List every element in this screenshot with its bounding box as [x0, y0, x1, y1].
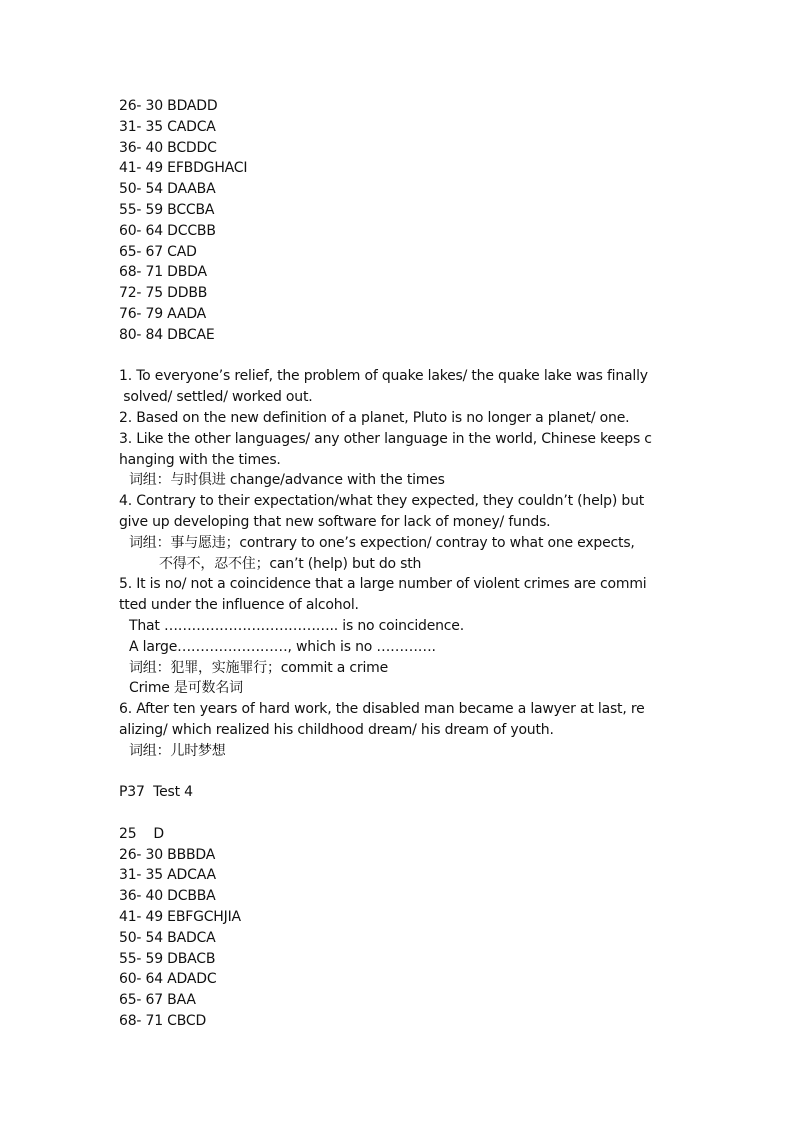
phrase-note: 词组：与时俱进 change/advance with the times: [129, 472, 445, 489]
answer-line: 26- 30 BDADD: [119, 98, 218, 114]
answer-line: 65- 67 CAD: [119, 243, 197, 260]
translation-section: [119, 366, 675, 761]
sentence-pattern: A large……………………, which is no ………….: [129, 638, 436, 655]
answer-line: 65- 67 BAA: [119, 992, 196, 1009]
translation-line: 2. Based on the new definition of a planet, Pluto is no longer a planet/ one.: [119, 409, 630, 426]
answer-line: 55- 59 BCCBA: [119, 201, 215, 218]
spacer: [119, 762, 675, 783]
test-heading: P37 Test 4: [119, 784, 193, 801]
phrase-note-continued: 不得不，忍不住；can’t (help) but do sth: [159, 555, 422, 572]
translation-line: 6. After ten years of hard work, the disabled man became a lawyer at last, re: [119, 701, 645, 718]
document-page: [119, 96, 675, 1032]
answer-line: 25 D: [119, 825, 164, 842]
spacer: [119, 803, 675, 824]
answer-line: 55- 59 DBACB: [119, 950, 216, 967]
sentence-pattern: That ……………………………….. is no coincidence.: [129, 617, 464, 634]
translation-line: 4. Contrary to their expectation/what they expected, they couldn’t (help) but: [119, 493, 645, 510]
grammar-note: Crime 是可数名词: [129, 680, 243, 697]
spacer: [119, 346, 675, 367]
translation-line: solved/ settled/ worked out.: [119, 389, 313, 406]
answer-line: 26- 30 BBBDA: [119, 846, 216, 863]
answer-line: 50- 54 BADCA: [119, 929, 216, 946]
answer-line: 50- 54 DAABA: [119, 181, 216, 198]
translation-line: 3. Like the other languages/ any other language in the world, Chinese keeps c: [119, 430, 652, 447]
phrase-note: 词组：儿时梦想: [129, 742, 226, 759]
translation-line: tted under the influence of alcohol.: [119, 597, 359, 614]
answer-line: 68- 71 DBDA: [119, 264, 207, 281]
answer-line: 31- 35 ADCAA: [119, 867, 216, 884]
translation-line: 5. It is no/ not a coincidence that a large number of violent crimes are commi: [119, 576, 647, 593]
answer-line: 80- 84 DBCAE: [119, 326, 215, 343]
answer-line: 72- 75 DDBB: [119, 285, 208, 302]
answer-key-section-1: [119, 96, 675, 346]
answer-line: 60- 64 DCCBB: [119, 222, 216, 239]
translation-line: hanging with the times.: [119, 451, 281, 468]
answer-line: 68- 71 CBCD: [119, 1013, 207, 1030]
translation-line: give up developing that new software for lack of money/ funds.: [119, 513, 551, 530]
phrase-note: 词组：犯罪，实施罪行；commit a crime: [129, 659, 388, 676]
answer-line: 41- 49 EFBDGHACI: [119, 160, 248, 177]
translation-line: alizing/ which realized his childhood dream/ his dream of youth.: [119, 721, 554, 738]
answer-line: 41- 49 EBFGCHJIA: [119, 909, 241, 926]
answer-line: 36- 40 DCBBA: [119, 888, 216, 905]
answer-line: 36- 40 BCDDC: [119, 139, 217, 156]
phrase-note: 词组：事与愿违；contrary to one’s expection/ contray to what one expects,: [129, 534, 635, 551]
answer-line: 60- 64 ADADC: [119, 971, 217, 988]
answer-key-section-2: [119, 824, 675, 1032]
answer-line: 31- 35 CADCA: [119, 118, 216, 135]
translation-line: 1. To everyone’s relief, the problem of quake lakes/ the quake lake was finally: [119, 368, 648, 385]
answer-line: 76- 79 AADA: [119, 305, 207, 322]
